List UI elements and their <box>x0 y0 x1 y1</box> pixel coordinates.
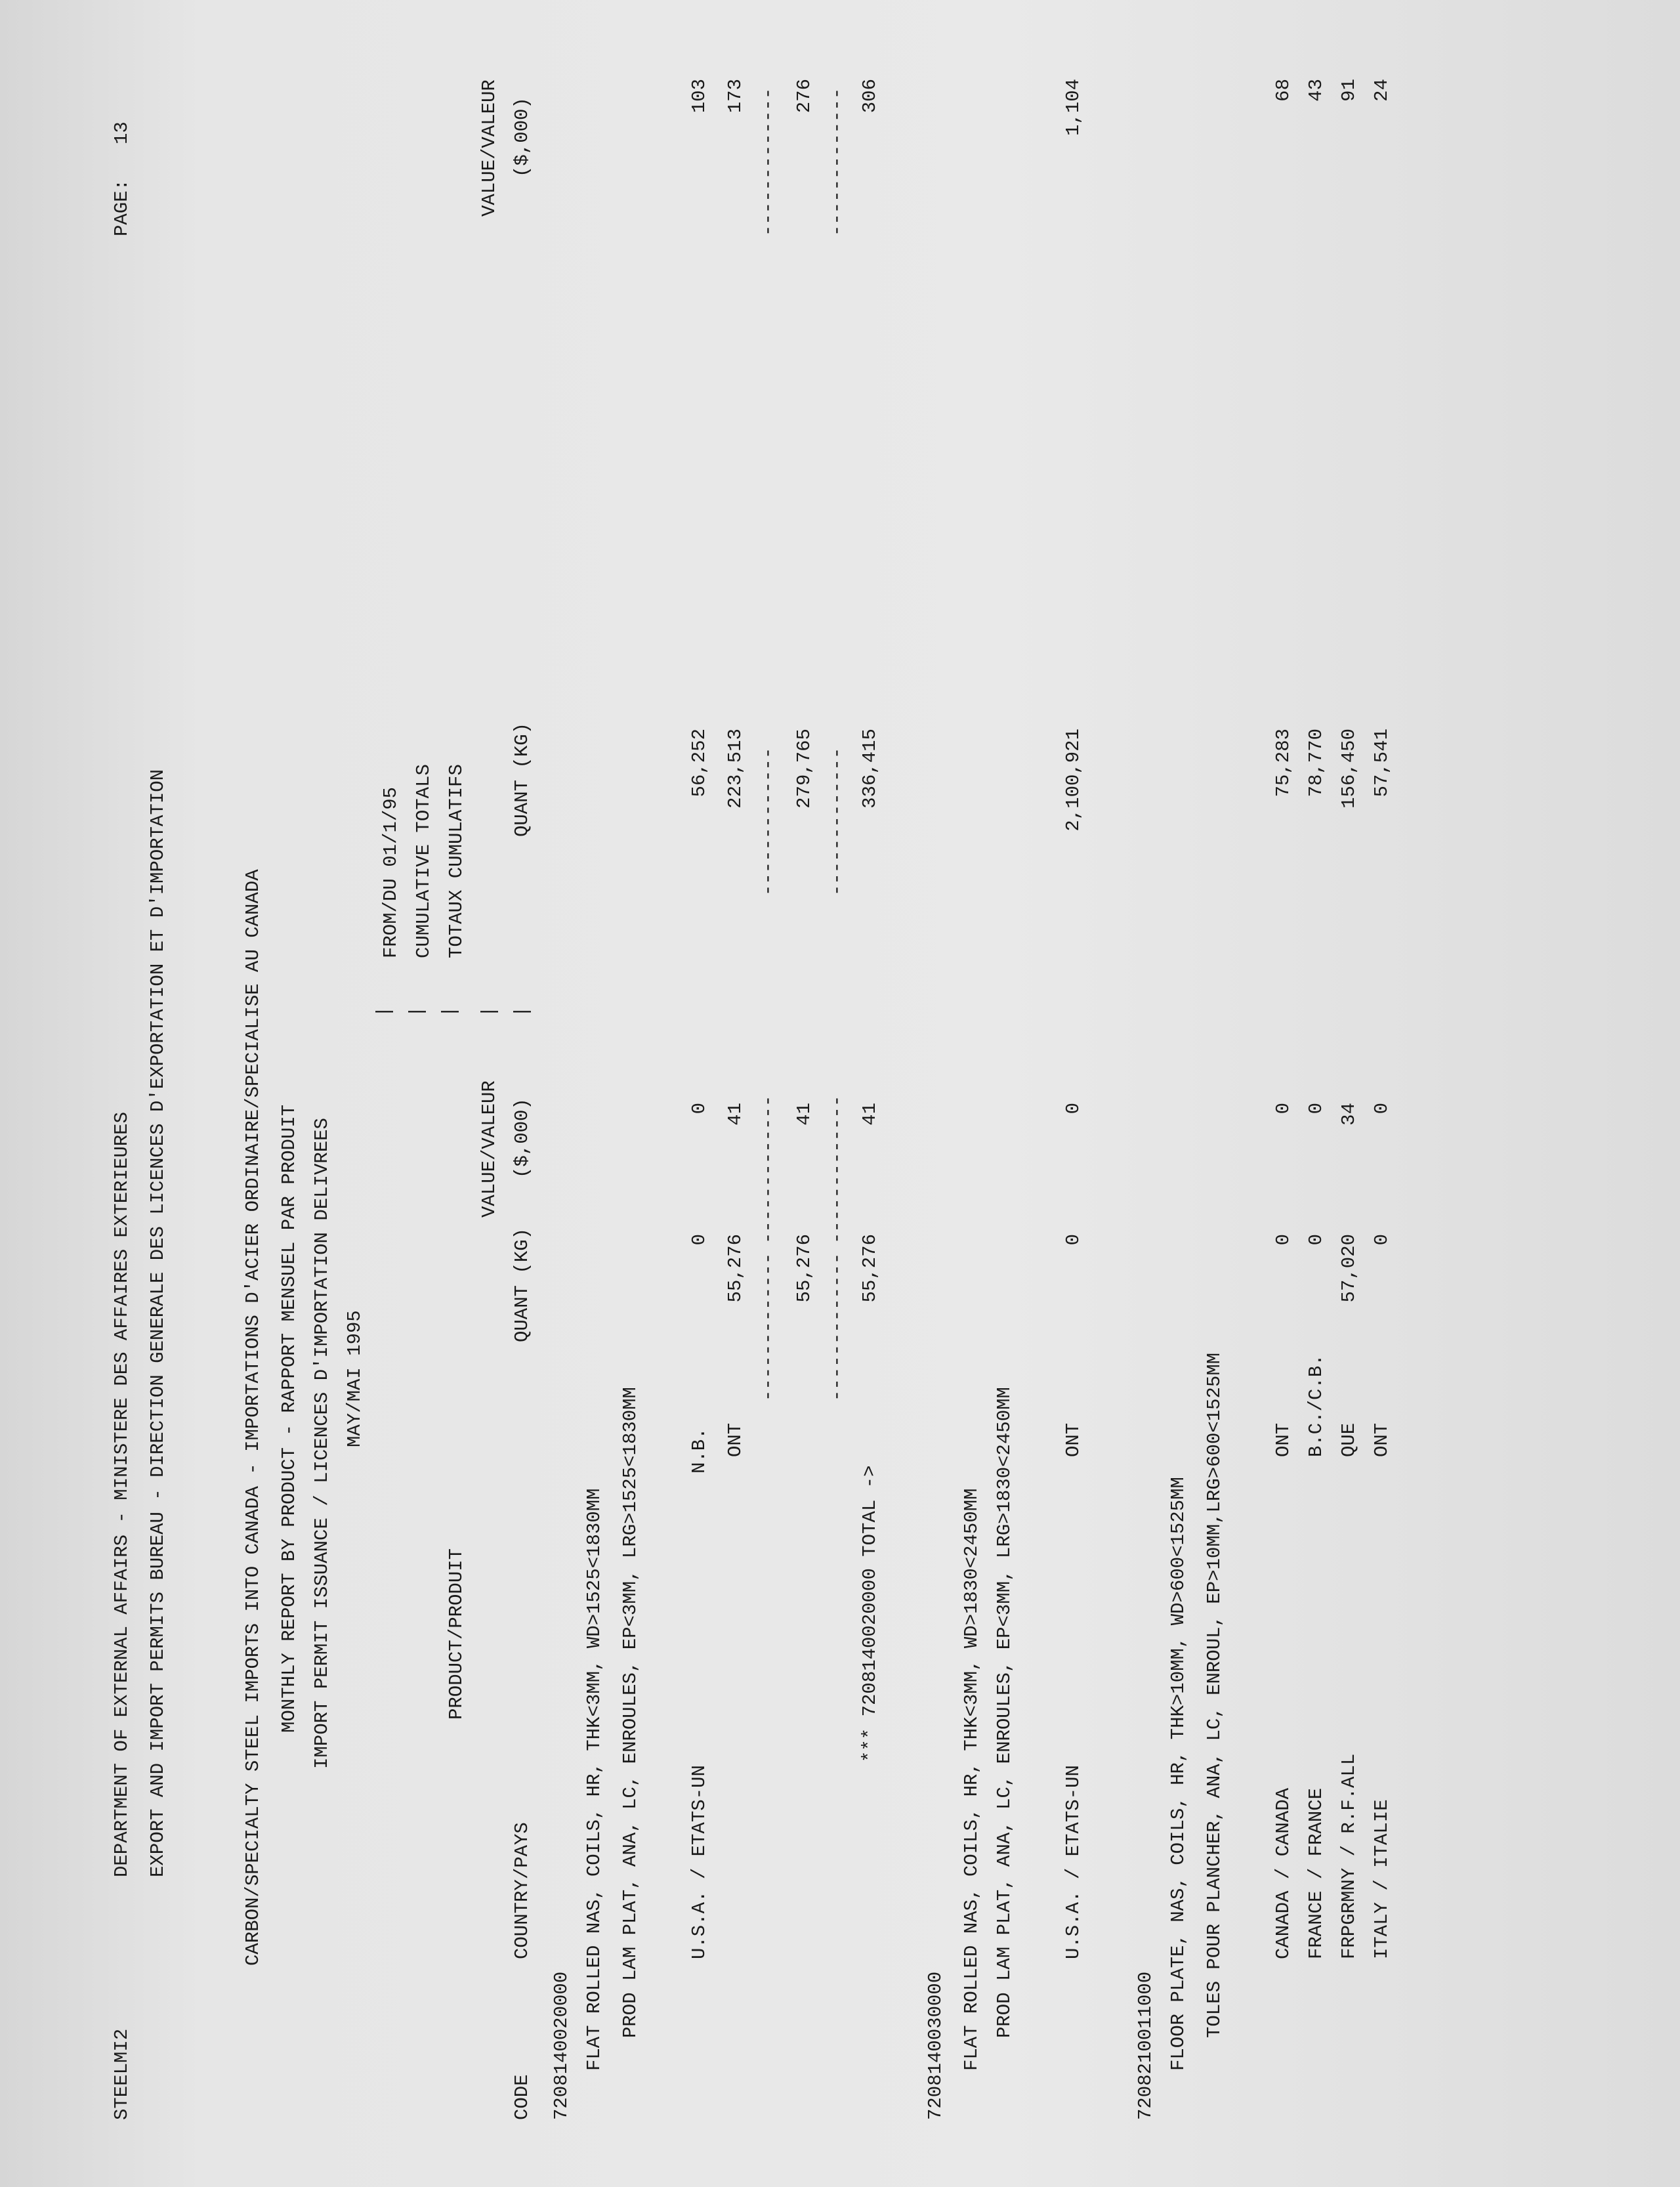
total-value: 41 <box>859 1103 881 1126</box>
col-quant: QUANT (KG) <box>511 1227 533 1342</box>
row-province: ONT <box>1272 1422 1294 1457</box>
section-code: 7208210011000 <box>1135 1971 1156 2120</box>
col-cvalue-2: ($,000) <box>511 97 533 177</box>
total-label: *** 7208140020000 TOTAL -> <box>859 1465 881 1762</box>
row-quant: 55,276 <box>724 1234 746 1303</box>
separator: ------------- <box>757 1252 779 1401</box>
section-desc-en: FLAT ROLLED NAS, COILS, HR, THK<3MM, WD>1830<2450MM <box>961 1488 982 2071</box>
col-country: COUNTRY/PAYS <box>511 1822 533 1959</box>
row-cquant: 2,100,921 <box>1062 729 1084 832</box>
row-quant: 0 <box>688 1234 710 1246</box>
col-value-2: ($,000) <box>511 1098 533 1178</box>
col-divider-mark: | <box>511 1006 533 1017</box>
report-id: STEELMI2 <box>111 2028 133 2120</box>
separator: ------------- <box>757 87 779 236</box>
row-country: U.S.A. / ETATS-UN <box>1062 1765 1084 1959</box>
section-desc-fr: TOLES POUR PLANCHER, ANA, LC, ENROUL, EP>10MM,LRG>600<1525MM <box>1204 1352 1225 2038</box>
separator: ------------- <box>826 1095 848 1244</box>
row-value: 41 <box>724 1103 746 1126</box>
row-quant: 0 <box>1371 1234 1393 1246</box>
col-divider-mark: | <box>478 1006 500 1017</box>
row-province: ONT <box>1062 1422 1084 1457</box>
row-value: 0 <box>1272 1103 1294 1115</box>
col-cquant: QUANT (KG) <box>511 722 533 837</box>
col-divider-mark: | <box>406 1006 428 1017</box>
page-number: 13 <box>111 121 133 144</box>
section-code: 7208140020000 <box>551 1971 572 2120</box>
col-cumulative: CUMULATIVE TOTALS <box>413 764 434 958</box>
row-cquant: 57,541 <box>1371 729 1393 797</box>
row-country: U.S.A. / ETATS-UN <box>688 1765 710 1959</box>
report-period: MAY/MAI 1995 <box>344 1310 366 1447</box>
row-value: 34 <box>1338 1103 1360 1126</box>
row-quant: 0 <box>1062 1234 1084 1246</box>
row-province: ONT <box>724 1422 746 1457</box>
row-cquant: 56,252 <box>688 729 710 797</box>
col-from-date: FROM/DU 01/1/95 <box>380 786 402 958</box>
row-cvalue: 1,104 <box>1062 79 1084 137</box>
row-province: ONT <box>1371 1422 1393 1457</box>
separator: ------------- <box>826 87 848 236</box>
subtotal-quant: 55,276 <box>793 1234 815 1303</box>
total-quant: 55,276 <box>859 1234 881 1303</box>
row-province: B.C./C.B. <box>1305 1354 1327 1457</box>
separator: ------------- <box>757 747 779 896</box>
row-cquant: 156,450 <box>1338 729 1360 809</box>
col-value-1: VALUE/VALEUR <box>478 1080 500 1218</box>
separator: ------------- <box>757 1095 779 1244</box>
row-value: 0 <box>1305 1103 1327 1115</box>
total-cvalue: 306 <box>859 79 881 114</box>
row-country: FRPGRMNY / R.F.ALL <box>1338 1753 1360 1959</box>
row-country: ITALY / ITALIE <box>1371 1799 1393 1959</box>
section-desc-fr: PROD LAM PLAT, ANA, LC, ENROULES, EP<3MM, LRG>1525<1830MM <box>620 1387 641 2038</box>
section-desc-en: FLAT ROLLED NAS, COILS, HR, THK<3MM, WD>1525<1830MM <box>583 1488 605 2071</box>
row-quant: 57,020 <box>1338 1234 1360 1303</box>
section-desc-en: FLOOR PLATE, NAS, COILS, HR, THK>10MM, WD>600<1525MM <box>1167 1477 1189 2071</box>
page-label: PAGE: <box>111 179 133 236</box>
row-value: 0 <box>1062 1103 1084 1115</box>
section-code: 7208140030000 <box>925 1971 946 2120</box>
col-cvalue-1: VALUE/VALEUR <box>478 79 500 217</box>
col-cumulatifs: TOTAUX CUMULATIFS <box>446 764 467 958</box>
report-body <box>105 72 1588 2120</box>
report-title-1: CARBON/SPECIALTY STEEL IMPORTS INTO CANADA - IMPORTATIONS D'ACIER ORDINAIRE/SPECIALISE AU CANADA <box>242 869 264 1966</box>
row-country: FRANCE / FRANCE <box>1305 1787 1327 1959</box>
row-cvalue: 91 <box>1338 79 1360 102</box>
row-province: QUE <box>1338 1422 1360 1457</box>
row-quant: 0 <box>1305 1234 1327 1246</box>
col-divider-mark: | <box>439 1006 461 1017</box>
row-cvalue: 43 <box>1305 79 1327 102</box>
subtotal-value: 41 <box>793 1103 815 1126</box>
row-cvalue: 24 <box>1371 79 1393 102</box>
dept-line-2: EXPORT AND IMPORT PERMITS BUREAU - DIRECTION GENERALE DES LICENCES D'EXPORTATION ET D'IMPORTATION <box>147 769 169 1877</box>
row-value: 0 <box>1371 1103 1393 1115</box>
section-desc-fr: PROD LAM PLAT, ANA, LC, ENROULES, EP<3MM, LRG>1830<2450MM <box>994 1387 1015 2038</box>
total-cquant: 336,415 <box>859 729 881 809</box>
separator: ------------- <box>826 1252 848 1401</box>
separator: ------------- <box>826 747 848 896</box>
subtotal-cvalue: 276 <box>793 79 815 114</box>
row-cvalue: 173 <box>724 79 746 114</box>
report-title-2: MONTHLY REPORT BY PRODUCT - RAPPORT MENSUEL PAR PRODUIT <box>278 1104 300 1733</box>
row-province: N.B. <box>688 1428 710 1474</box>
row-quant: 0 <box>1272 1234 1294 1246</box>
col-product: PRODUCT/PRODUIT <box>446 1548 467 1720</box>
col-divider-mark: | <box>373 1006 395 1017</box>
dept-line-1: DEPARTMENT OF EXTERNAL AFFAIRS - MINISTERE DES AFFAIRES EXTERIEURES <box>111 1112 133 1877</box>
report-title-3: IMPORT PERMIT ISSUANCE / LICENCES D'IMPORTATION DELIVREES <box>311 1118 333 1769</box>
row-cquant: 75,283 <box>1272 729 1294 797</box>
row-value: 0 <box>688 1103 710 1115</box>
col-code: CODE <box>511 2074 533 2120</box>
row-cquant: 223,513 <box>724 729 746 809</box>
subtotal-cquant: 279,765 <box>793 729 815 809</box>
row-cquant: 78,770 <box>1305 729 1327 797</box>
row-cvalue: 103 <box>688 79 710 114</box>
row-country: CANADA / CANADA <box>1272 1787 1294 1959</box>
row-cvalue: 68 <box>1272 79 1294 102</box>
